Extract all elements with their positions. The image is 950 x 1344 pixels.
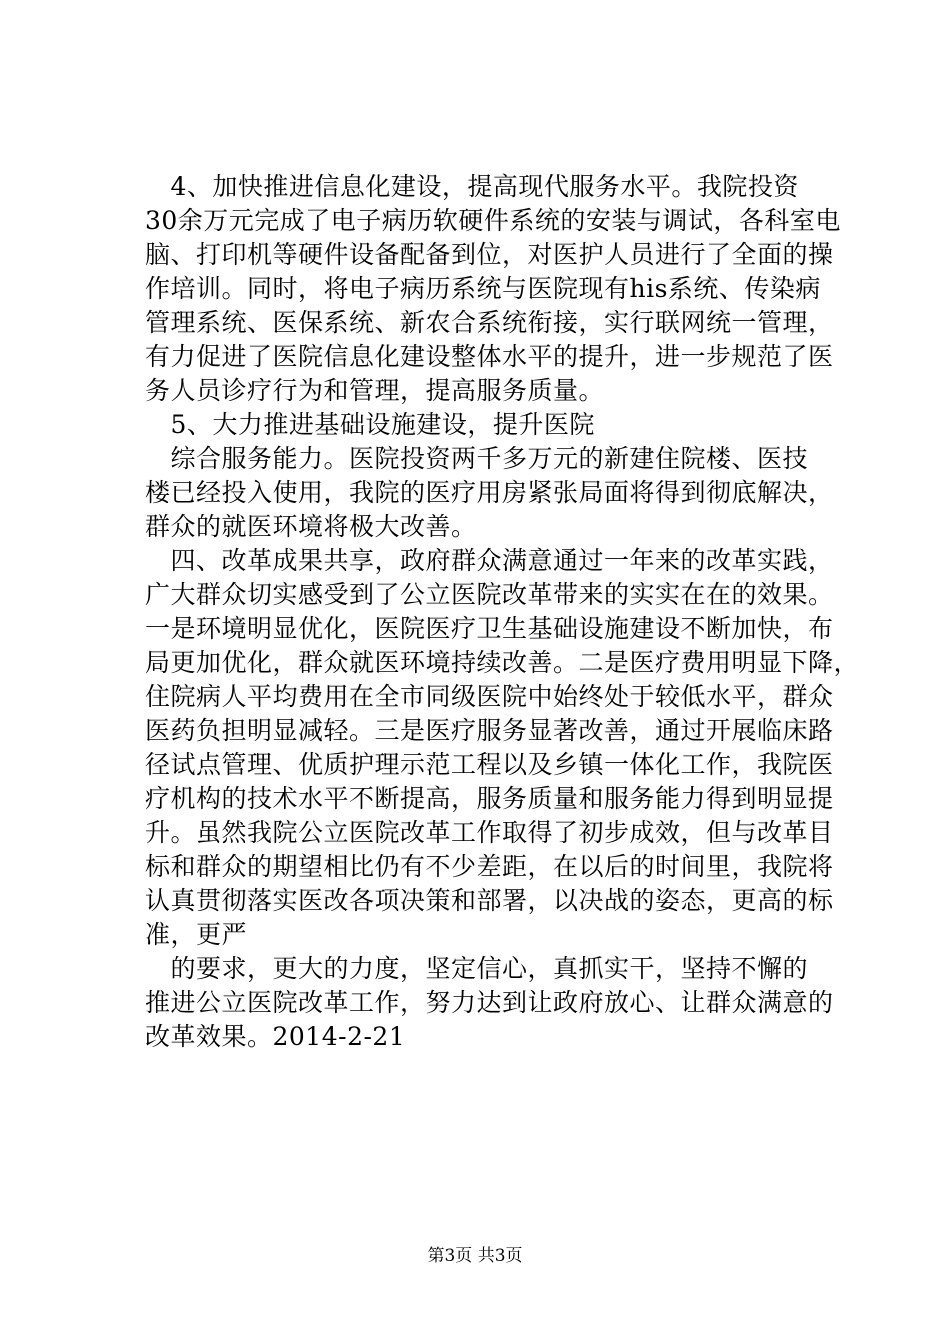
text-line: 管理系统、医保系统、新农合系统衔接，实行联网统一管理， bbox=[145, 308, 834, 337]
text-line: 四、改革成果共享，政府群众满意通过一年来的改革实践， bbox=[145, 546, 834, 575]
text-line: 疗机构的技术水平不断提高，服务质量和服务能力得到明显提 bbox=[145, 784, 834, 813]
text-line: 楼已经投入使用，我院的医疗用房紧张局面将得到彻底解决， bbox=[145, 478, 834, 507]
text-line: 5、大力推进基础设施建设，提升医院 bbox=[145, 410, 595, 439]
text-line: 广大群众切实感受到了公立医院改革带来的实实在在的效果。 bbox=[145, 580, 834, 609]
text-line: 的要求，更大的力度，坚定信心，真抓实干，坚持不懈的 bbox=[145, 954, 809, 983]
text-line: 4、加快推进信息化建设，提高现代服务水平。我院投资 bbox=[145, 172, 799, 201]
text-line: 有力促进了医院信息化建设整体水平的提升，进一步规范了医 bbox=[145, 342, 834, 371]
text-line: 一是环境明显优化，医院医疗卫生基础设施建设不断加快，布 bbox=[145, 614, 834, 643]
text-line: 作培训。同时，将电子病历系统与医院现有his系统、传染病 bbox=[145, 274, 821, 303]
text-line: 升。虽然我院公立医院改革工作取得了初步成效，但与改革目 bbox=[145, 818, 834, 847]
text-line: 局更加优化，群众就医环境持续改善。二是医疗费用明显下降， bbox=[145, 648, 860, 677]
text-line: 认真贯彻落实医改各项决策和部署，以决战的姿态，更高的标 bbox=[145, 886, 834, 915]
text-line: 30余万元完成了电子病历软硬件系统的安装与调试，各科室电 bbox=[145, 206, 841, 235]
text-line: 径试点管理、优质护理示范工程以及乡镇一体化工作，我院医 bbox=[145, 750, 834, 779]
text-line: 住院病人平均费用在全市同级医院中始终处于较低水平，群众 bbox=[145, 682, 834, 711]
text-line: 医药负担明显减轻。三是医疗服务显著改善，通过开展临床路 bbox=[145, 716, 834, 745]
text-line: 推进公立医院改革工作，努力达到让政府放心、让群众满意的 bbox=[145, 988, 834, 1017]
text-line: 改革效果。2014-2-21 bbox=[145, 1022, 406, 1051]
text-line: 群众的就医环境将极大改善。 bbox=[145, 512, 477, 541]
text-line: 务人员诊疗行为和管理，提高服务质量。 bbox=[145, 376, 605, 405]
text-line: 标和群众的期望相比仍有不少差距，在以后的时间里，我院将 bbox=[145, 852, 834, 881]
text-line: 综合服务能力。医院投资两千多万元的新建住院楼、医技 bbox=[145, 444, 809, 473]
text-line: 脑、打印机等硬件设备配备到位，对医护人员进行了全面的操 bbox=[145, 240, 834, 269]
text-line: 准，更严 bbox=[145, 920, 248, 949]
page-number-footer: 第3页 共3页 bbox=[427, 1246, 523, 1266]
